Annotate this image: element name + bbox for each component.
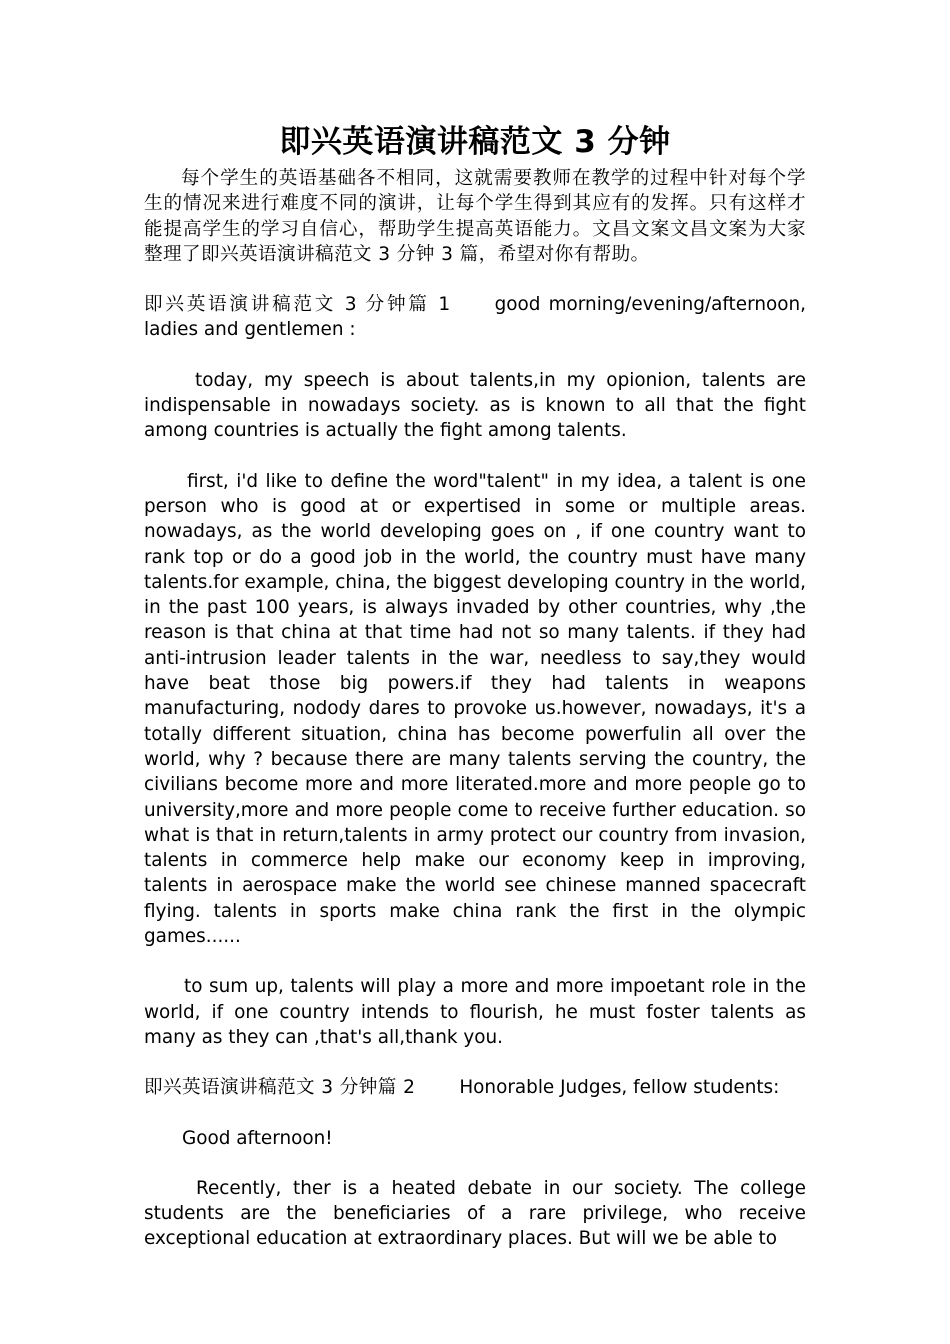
section2-heading: 即兴英语演讲稿范文 3 分钟篇 2: [144, 1077, 416, 1099]
section1-greeting: good morning/evening/afternoon, ladies and gentlemen :: [144, 294, 806, 341]
section1-paragraph-3: to sum up, talents will play a more and more impoetant role in the world, if one country intends to flourish, he must foster talents as many as they can ,that's all,thank you.: [144, 976, 806, 1048]
paragraph-gap: [144, 1151, 806, 1176]
section2-paragraph-1: Good afternoon!: [182, 1127, 333, 1149]
paragraph-gap: [144, 1101, 806, 1126]
paragraph-gap: [144, 267, 806, 292]
section1-heading-line: [144, 292, 806, 343]
paragraph-gap: [144, 444, 806, 469]
section1-paragraph-1: today, my speech is about talents,in my opionion, talents are indispensable in nowadays society. as is known to all that the fight among countries is actually the fight among talents.: [144, 369, 806, 442]
section2-paragraph-2: Recently, ther is a heated debate in our society. The college students are the beneficiaries of a rare privilege, who receive exceptional education at extraordinary places. But will we be able to: [144, 1177, 806, 1250]
paragraph-gap: [144, 343, 806, 368]
section2-heading-line: [144, 1075, 806, 1100]
intro-paragraph: 每个学生的英语基础各不相同，这就需要教师在教学的过程中针对每个学生的情况来进行难度不同的演讲，让每个学生得到其应有的发挥。只有这样才能提高学生的学习自信心，帮助学生提高英语能力。文昌文案文昌文案为大家整理了即兴英语演讲稿范文 3 分钟 3 篇，希望对你有帮助。: [144, 168, 806, 265]
paragraph-gap: [144, 949, 806, 974]
document-body: [144, 118, 806, 1252]
section2-greeting: Honorable Judges, fellow students:: [459, 1077, 780, 1099]
section1-paragraph-2: first, i'd like to define the word"talent" in my idea, a talent is one person who is good at or expertised in some or multiple areas. nowadays, as the world developing goes on , if one country want to rank top or do a good job in the world, the country must have many talents.for example, china, the biggest developing country in the world, in the past 100 years, is always invaded by other countries, why ,the reason is that china at that time had not so many talents. if they had anti-intrusion leader talents in the war, needless to say,they would have beat those big powers.if they had talents in weapons manufacturing, nodody dares to provoke us.however, nowadays, it's a totally different situation, china has become powerfulin all over the world, why ? because there are many talents serving the country, the civilians become more and more literated.more and more people go to university,more and more people come to receive further education. so what is that in return,talents in army protect our country from invasion, talents in commerce help make our economy keep in improving, talents in aerospace make the world see chinese manned spacecraft flying. talents in sports make china rank the first in the olympic games......: [144, 470, 806, 948]
document-title: 即兴英语演讲稿范文 3 分钟: [279, 124, 671, 160]
paragraph-gap: [144, 1050, 806, 1075]
section1-heading: 即兴英语演讲稿范文 3 分钟篇 1: [144, 294, 451, 316]
